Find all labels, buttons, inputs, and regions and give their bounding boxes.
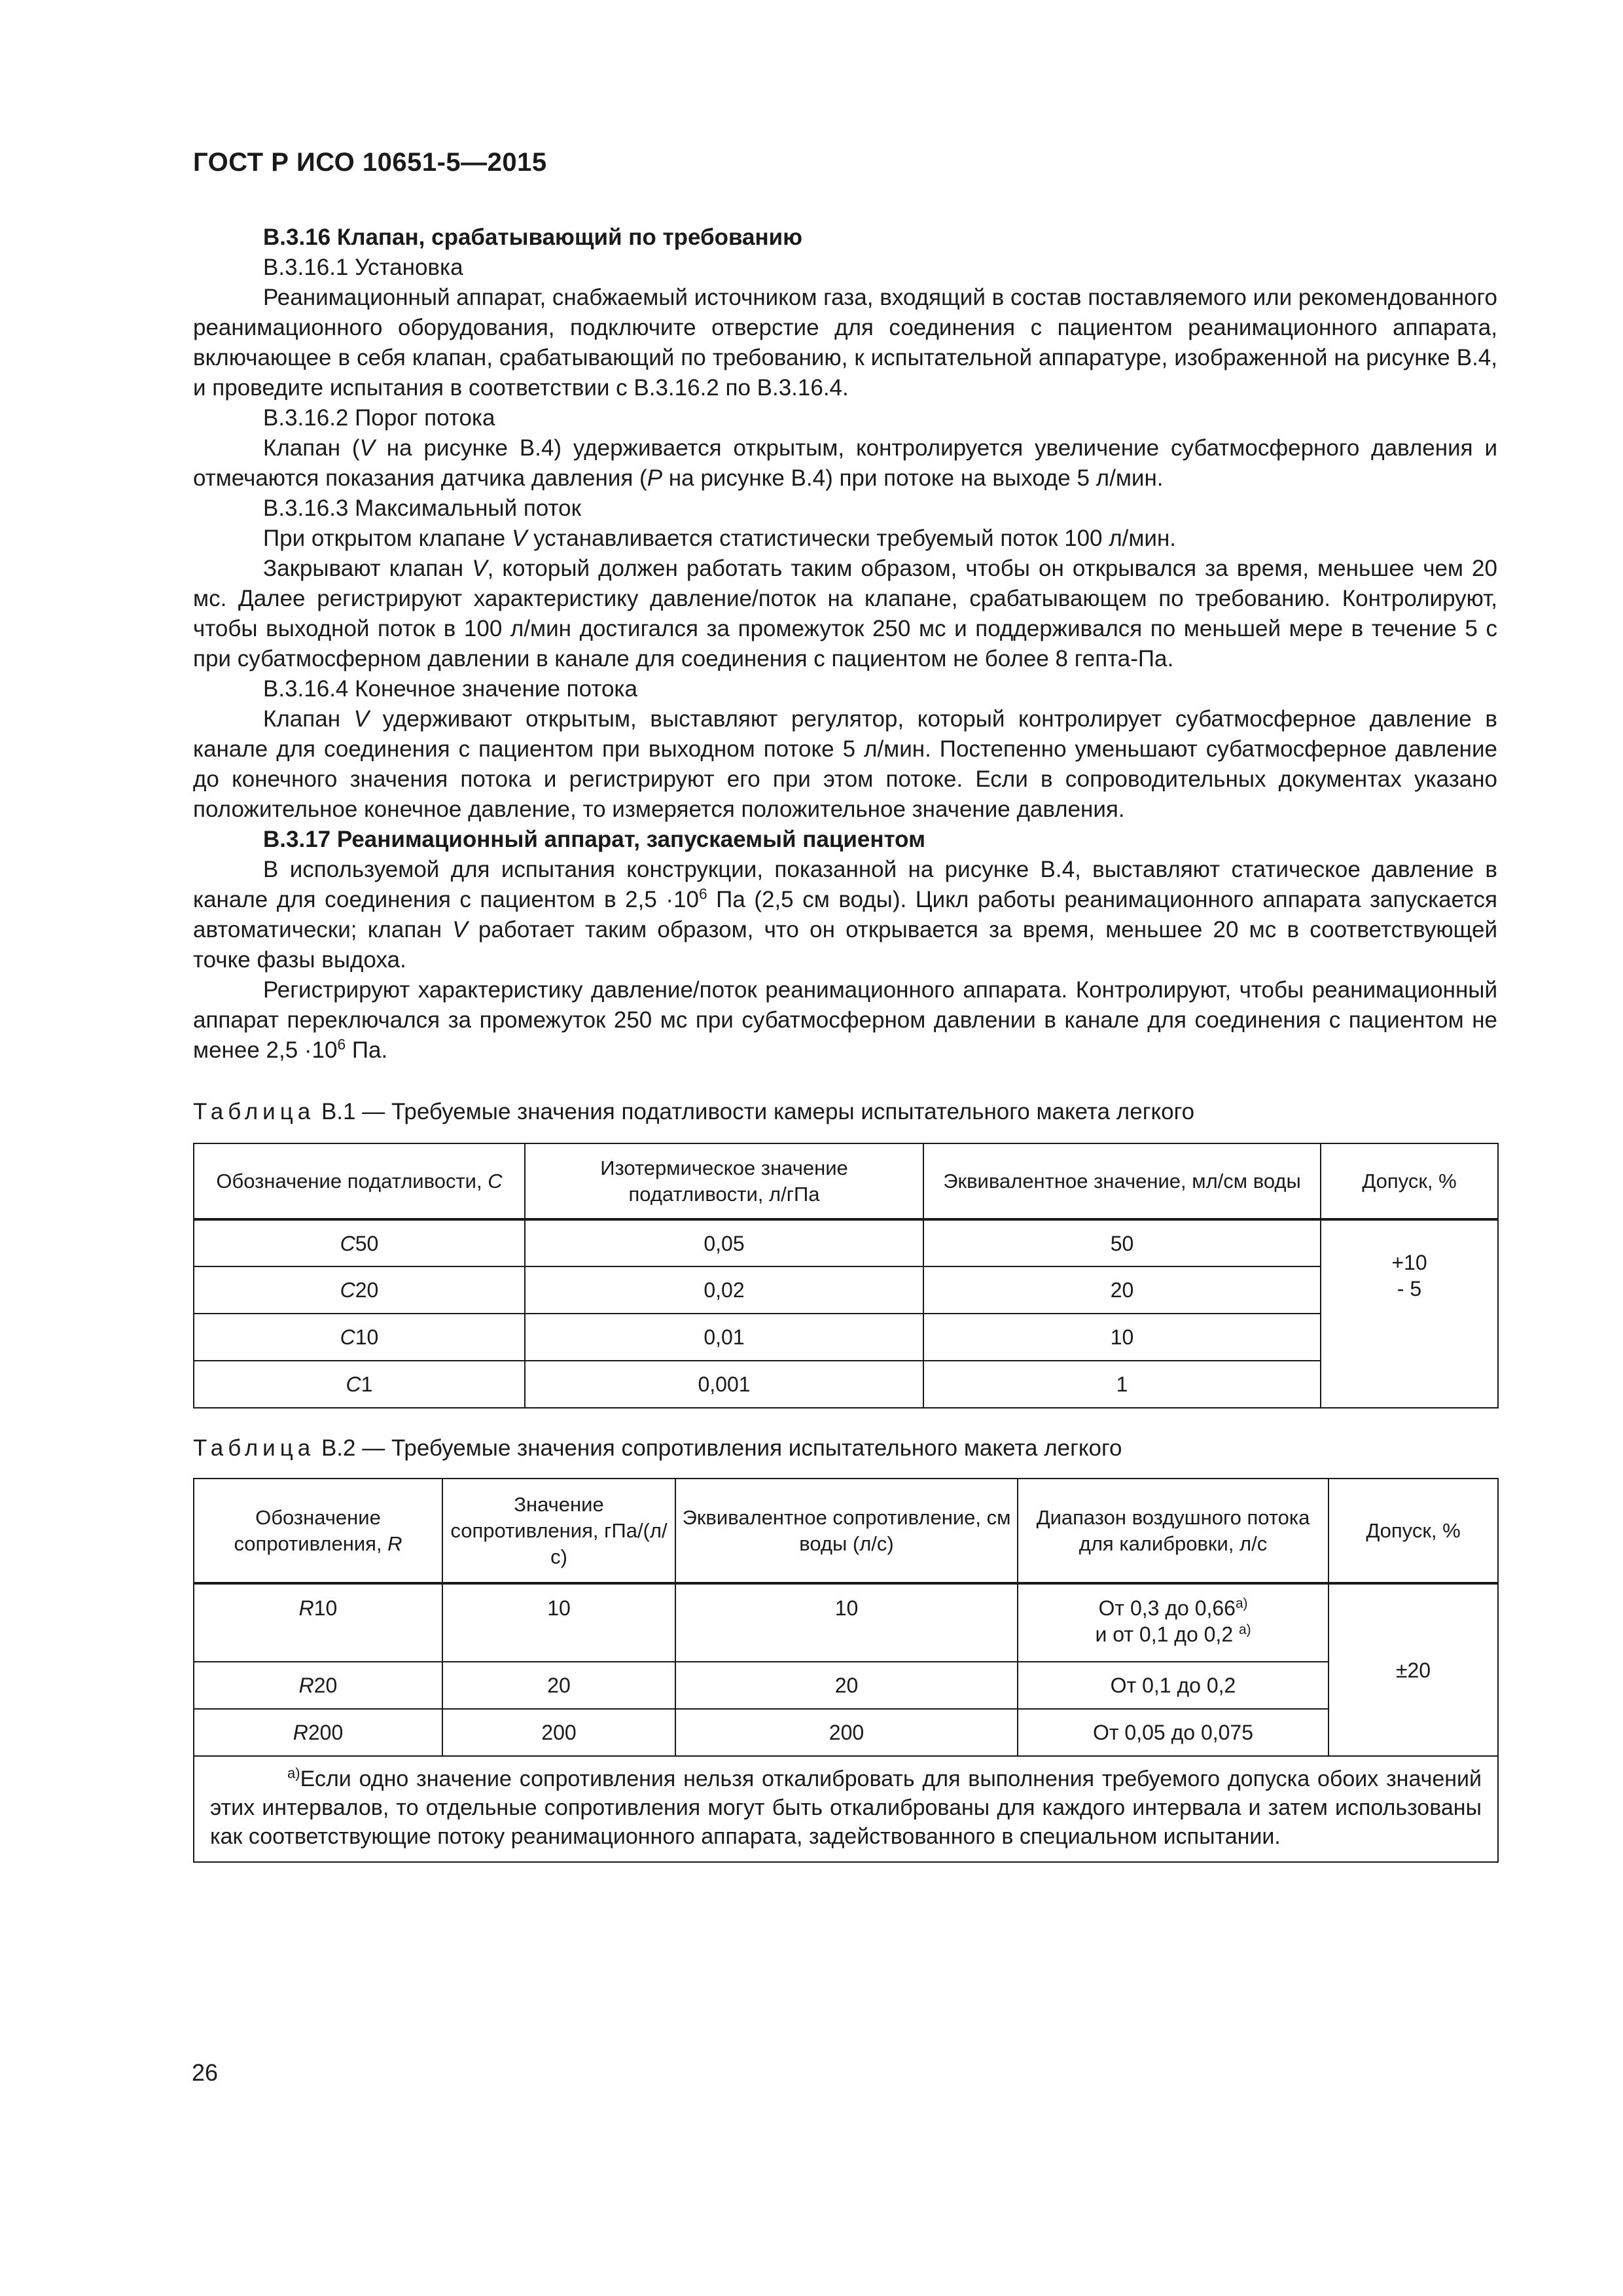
column-header: Значение сопротивления, гПа/(л/с) (442, 1479, 675, 1583)
subsection-heading (193, 493, 1497, 524)
subsection-heading (193, 403, 1497, 433)
page-number: 26 (192, 2059, 219, 2086)
subsection-number: В.3.16.3 (263, 495, 349, 521)
table-footnote: $^{а)}$Если одно значение сопротивления нельзя откалибровать для выполнения требуемого допуска обоих значений этих интервалов, то отдельные сопротивления могут быть откалиброваны для каждого интервала и затем использованы как соответствующие потоку реанимационного аппарата, задействованного в специальном испытании. (194, 1756, 1498, 1862)
paragraph: Закрывают клапан V, который должен работать таким образом, чтобы он открывался за время, меньшее чем 20 мс. Далее регистрируют характеристику давление/поток на клапане, срабатывающем по требованию. Контролируют, чтобы выходной поток в 100 л/мин достигался за промежуток 250 мс и поддерживался по меньшей мере в течение 5 с при субатмосферном давлении в канале для соединения с пациентом не более 8 гепта-Па. (193, 556, 1497, 672)
subsection-title: Порог потока (355, 405, 495, 431)
column-header: Допуск, % (1329, 1479, 1498, 1583)
section-title: Клапан, срабатывающий по требованию (336, 224, 803, 250)
paragraph: В используемой для испытания конструкции, показанной на рисунке В.4, выставляют статическое давление в канале для соединения с пациентом в $2,5 \cdot 10^6$ Па (2,5 см воды). Цикл работы реанимационного аппарата запускается автоматически; клапан V работает таким образом, что он открывается за время, меньшее 20 мс в соответствующей точке фазы выдоха. (193, 857, 1498, 973)
table-caption: Таблица В.2 — Требуемые значения сопротивления испытательного макета легкого (193, 1435, 1122, 1461)
compliance-table (193, 1143, 1499, 1408)
document-header: ГОСТ Р ИСО 10651-5—2015 (193, 148, 547, 177)
column-header: Эквивалентное значение, мл/см воды (923, 1143, 1321, 1219)
subsection-title: Установка (355, 255, 463, 280)
table-row: C1 0,001 1 (194, 1361, 1498, 1408)
subsection-heading (193, 674, 1497, 704)
subsection-title: Максимальный поток (355, 495, 581, 521)
table-row: R200 200 200 От 0,05 до 0,075 (194, 1709, 1498, 1756)
column-header: Эквивалентное сопротивление, см воды (л/с) (675, 1479, 1018, 1583)
paragraph: Регистрируют характеристику давление/поток реанимационного аппарата. Контролируют, чтобы реанимационный аппарат переключался за промежуток 250 мс при субатмосферном давлении в канале для соединения с пациентом не менее $2,5 \cdot 10^6$ Па. (193, 977, 1497, 1063)
table-row: C20 0,02 20 (194, 1266, 1498, 1314)
section-heading (193, 825, 1497, 855)
paragraph: Клапан (V на рисунке В.4) удерживается открытым, контролируется увеличение субатмосферного давления и отмечаются показания датчика давления (P на рисунке В.4) при потоке на выходе 5 л/мин. (193, 435, 1497, 491)
resistance-table (193, 1478, 1499, 1863)
subsection-heading (193, 253, 1497, 283)
subsection-number: В.3.16.2 (263, 405, 349, 431)
paragraph: Клапан V удерживают открытым, выставляют регулятор, который контролирует субатмосферное давление в канале для соединения с пациентом при выходном потоке 5 л/мин. Постепенно уменьшают субатмосферное давление до конечного значения потока и регистрируют его при этом потоке. Если в сопроводительных документах указано положительное конечное давление, то измеряется положительное значение давления. (193, 706, 1498, 822)
section-number: В.3.17 (263, 827, 331, 852)
subsection-number: В.3.16.1 (263, 255, 349, 280)
section-title: Реанимационный аппарат, запускаемый пациентом (336, 827, 925, 852)
subsection-title: Конечное значение потока (355, 676, 637, 702)
column-header: Допуск, % (1321, 1143, 1498, 1219)
table-row: R20 20 20 От 0,1 до 0,2 (194, 1662, 1498, 1709)
table-row: C50 0,05 50 +10 - 5 (194, 1219, 1498, 1266)
document-body (193, 223, 1497, 1863)
column-header: Изотермическое значение податливости, л/гПа (525, 1143, 923, 1219)
column-header: Диапазон воздушного потока для калибровки, л/с (1018, 1479, 1329, 1583)
subsection-number: В.3.16.4 (263, 676, 349, 702)
column-header: Обозначение сопротивления, R (194, 1479, 442, 1583)
table-caption: Таблица В.1 — Требуемые значения податливости камеры испытательного макета легкого (193, 1099, 1195, 1124)
table-footnote-row (194, 1756, 1498, 1862)
paragraph: При открытом клапане V устанавливается статистически требуемый поток 100 л/мин. (263, 526, 1177, 551)
column-header: Обозначение податливости, C (194, 1143, 525, 1219)
tolerance-cell: ±20 (1329, 1583, 1498, 1756)
table-row: R10 10 10 От 0,3 до $0,66^{а)}$ и от 0,1 до 0,2 $^{а)}$ ±20 (194, 1583, 1498, 1662)
section-number: В.3.16 (263, 224, 331, 250)
table-row: C10 0,01 10 (194, 1314, 1498, 1361)
section-heading (193, 223, 1497, 253)
paragraph: Реанимационный аппарат, снабжаемый источником газа, входящий в состав поставляемого или рекомендованного реанимационного оборудования, подключите отверстие для соединения с пациентом реанимационного аппарата, включающее в себя клапан, срабатывающий по требованию, к испытательной аппаратуре, изображенной на рисунке В.4, и проведите испытания в соответствии с В.3.16.2 по В.3.16.4. (193, 285, 1497, 401)
tolerance-cell: +10 - 5 (1321, 1219, 1498, 1408)
